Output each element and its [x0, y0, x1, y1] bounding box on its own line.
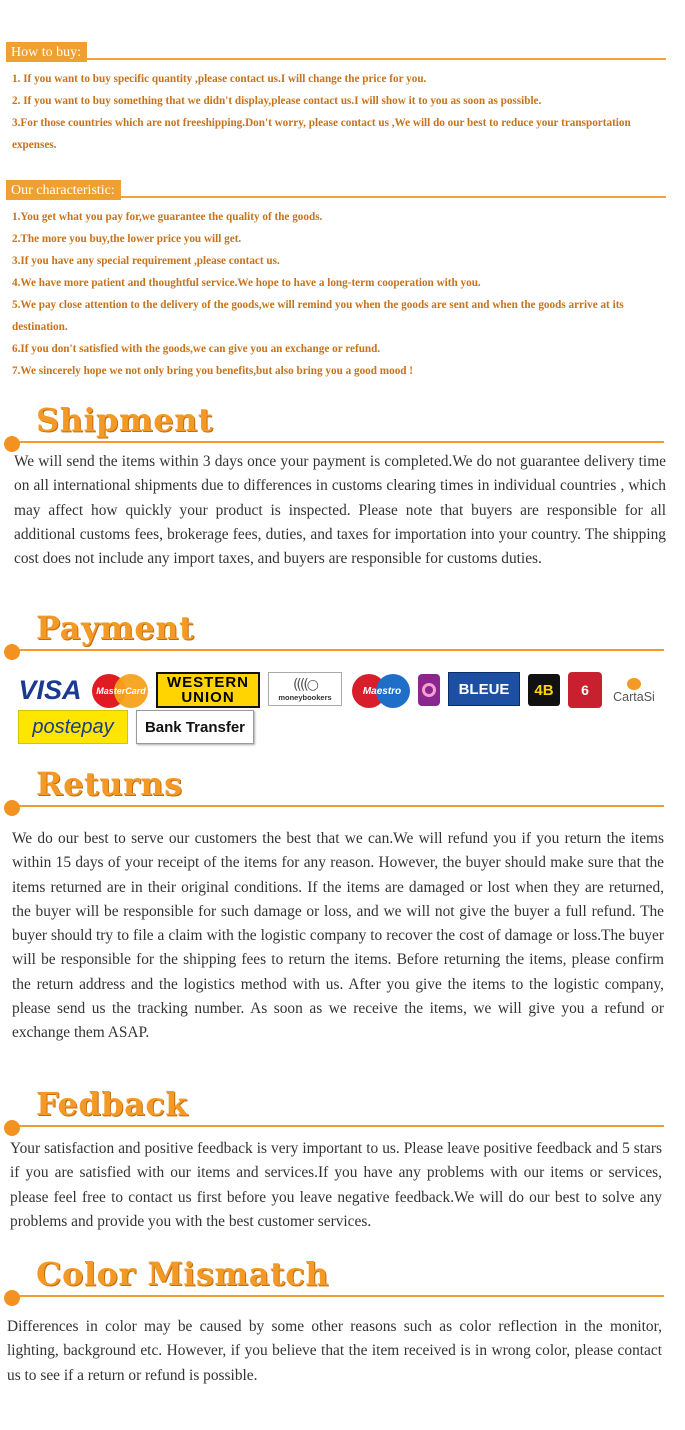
list-item: 4.We have more patient and thoughtful service.We hope to have a long-term cooperation with you. [12, 277, 481, 289]
4b-logo [528, 674, 560, 706]
color-mismatch-text: Differences in color may be caused by some other reasons such as color reflection in the monitor, lighting, background etc. However, if you believe that the item received is in wrong color, please contact us to see if a return or refund is possible. [7, 1318, 662, 1384]
characteristic-label: Our characteristic: [6, 180, 121, 200]
shipment-title: Shipment [36, 401, 214, 439]
payment-logos-row [14, 672, 674, 708]
characteristic-section [6, 180, 666, 382]
euro6000-logo [568, 672, 602, 708]
list-item: 7.We sincerely hope we not only bring you benefits,but also bring you a good mood ! [12, 365, 414, 377]
list-item: 1.You get what you pay for,we guarantee the quality of the goods. [12, 211, 323, 223]
cartasi-logo-text: CartaSi [613, 690, 655, 704]
visa-logo-text: VISA [18, 674, 82, 705]
postepay-logo [18, 710, 128, 744]
list-item: 3.For those countries which are not freeshipping.Don't worry, please contact us ,We will do our best to reduce your transportation expenses. [12, 117, 631, 151]
shipment-divider [12, 441, 664, 443]
returns-header [4, 764, 664, 812]
payment-logos-row-2 [18, 710, 258, 744]
feedback-text: Your satisfaction and positive feedback is very important to us. Please leave positive feedback and 5 stars if you are satisfied with our items and services.If you have any problems with our items or services, please feel free to contact us first before you leave negative feedback.We will do our best to solve any problems and provide you with the best customer services. [10, 1140, 662, 1230]
feedback-title: Fedback [36, 1085, 188, 1123]
payment-divider [12, 649, 664, 651]
how-to-buy-label: How to buy: [6, 42, 87, 62]
bullet-dot-icon [4, 800, 20, 816]
shipment-header [4, 400, 664, 448]
maestro-logo-text: Maestro [362, 685, 402, 697]
payment-header [4, 608, 664, 656]
moneybookers-logo-text: moneybookers [278, 692, 332, 702]
postepay-logo-text: postepay [32, 715, 114, 738]
moneybookers-rings-icon: ((((○ [292, 676, 318, 693]
characteristic-header [6, 180, 666, 200]
returns-text: We do our best to serve our customers the best that we can.We will refund you if you return the items within 15 days of your receipt of the items for any reason. However, the buyer should make sure that the items returned are in their original conditions. If the items are damaged or lost when they are returned, the buyer will be responsible for such damage or loss, and we will not give the buyer a full refund. The buyer should try to file a claim with the logistic company to recover the cost of damage or loss.The buyer will be responsible for the shipping fees to return the items. Before returning the items, please confirm the return address and the logistics method with us. After you give the items to the logistic company, please send us the tracking number. As soon as we receive the items, we will give you a refund or exchange them ASAP. [12, 830, 664, 1042]
euro6000-logo-text: 6 [581, 682, 589, 698]
how-to-buy-section [6, 42, 666, 156]
color-mismatch-title: Color Mismatch [36, 1255, 330, 1293]
bank-transfer-logo-text: Bank Transfer [144, 718, 246, 736]
solo-logo-icon [418, 674, 440, 706]
feedback-header [4, 1084, 664, 1132]
returns-title: Returns [36, 765, 183, 803]
returns-divider [12, 805, 664, 807]
carte-bleue-logo [448, 672, 520, 706]
color-mismatch-header [4, 1254, 664, 1302]
bullet-dot-icon [4, 1120, 20, 1136]
moneybookers-logo [268, 672, 342, 706]
western-union-line2: UNION [181, 689, 235, 706]
payment-title: Payment [36, 609, 195, 647]
bank-transfer-logo [136, 710, 254, 744]
mastercard-logo [92, 674, 150, 708]
western-union-logo [156, 672, 260, 708]
cartasi-logo [608, 676, 660, 706]
list-item: 2.The more you buy,the lower price you will get. [12, 233, 242, 245]
list-item: 3.If you have any special requirement ,please contact us. [12, 255, 280, 267]
how-to-buy-divider [6, 58, 666, 60]
mastercard-logo-text: MasterCard [96, 686, 146, 696]
cartasi-icon [627, 678, 641, 690]
color-mismatch-divider [12, 1295, 664, 1297]
how-to-buy-list [6, 68, 666, 156]
bullet-dot-icon [4, 644, 20, 660]
western-union-line1: WESTERN [167, 674, 249, 691]
list-item: 5.We pay close attention to the delivery of the goods,we will remind you when the goods are sent and when the goods arrive at its destination. [12, 299, 624, 333]
maestro-logo [352, 674, 412, 708]
feedback-divider [12, 1125, 664, 1127]
shipment-text: We will send the items within 3 days once your payment is completed.We do not guarantee delivery time on all international shipments due to differences in customs clearing times in individual countries , which may affect how quickly your product is inspected. Please note that buyers are responsible for all additional customs fees, brokerage fees, duties, and taxes for importation into your country. The shipping cost does not include any import taxes, and buyers are responsible for customs duties. [14, 453, 666, 568]
visa-logo [14, 676, 86, 704]
bullet-dot-icon [4, 1290, 20, 1306]
characteristic-list [6, 206, 666, 382]
how-to-buy-header [6, 42, 666, 62]
carte-bleue-logo-text: BLEUE [458, 680, 510, 698]
4b-logo-text: 4B [534, 681, 554, 699]
list-item: 1. If you want to buy specific quantity ,please contact us.I will change the price for you. [12, 73, 427, 85]
list-item: 2. If you want to buy something that we didn't display,please contact us.I will show it to you as soon as possible. [12, 95, 542, 107]
list-item: 6.If you don't satisfied with the goods,we can give you an exchange or refund. [12, 343, 381, 355]
